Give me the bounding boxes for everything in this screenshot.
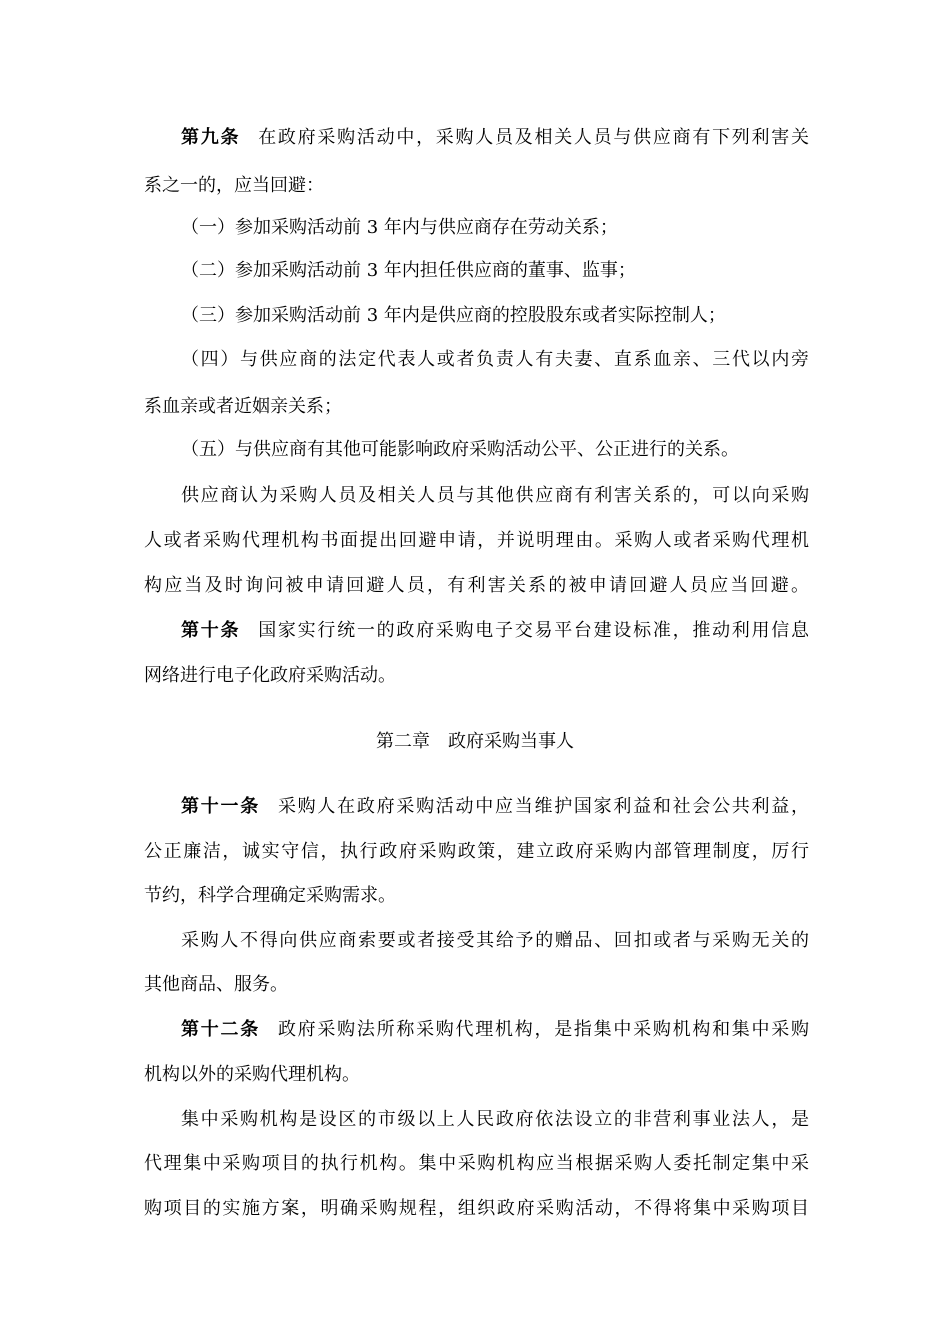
article-9-line-1: 第九条 在政府采购活动中，采购人员及相关人员与供应商有下列利害关 <box>181 127 810 148</box>
article-11-heading: 第十一条 <box>181 796 260 817</box>
article-11-para-line-1: 采购人不得向供应商索要或者接受其给予的赠品、回扣或者与采购无关的 <box>181 930 809 951</box>
article-10-line-1: 第十条 国家实行统一的政府采购电子交易平台建设标准，推动利用信息 <box>181 620 810 641</box>
article-9-line-2: 系之一的，应当回避： <box>144 175 324 196</box>
article-9-heading: 第九条 <box>181 127 241 148</box>
article-10-line-2: 网络进行电子化政府采购活动。 <box>144 665 396 686</box>
article-9-para-line-1: 供应商认为采购人员及相关人员与其他供应商有利害关系的，可以向采购 <box>181 485 809 506</box>
article-12-para-line-1: 集中采购机构是设区的市级以上人民政府依法设立的非营利事业法人，是 <box>181 1109 809 1130</box>
article-11-line-1: 第十一条 采购人在政府采购活动中应当维护国家利益和社会公共利益， <box>181 796 810 817</box>
chapter-2-title: 第二章 政府采购当事人 <box>376 731 574 752</box>
article-11-line-3: 节约，科学合理确定采购需求。 <box>144 885 396 906</box>
article-9-item-2: （二）参加采购活动前 3 年内担任供应商的董事、监事； <box>181 260 636 281</box>
article-12-para-line-2: 代理集中采购项目的执行机构。集中采购机构应当根据采购人委托制定集中采 <box>144 1153 809 1174</box>
article-12-line-2: 机构以外的采购代理机构。 <box>144 1064 360 1085</box>
article-11-para-line-2: 其他商品、服务。 <box>144 974 288 995</box>
article-12-para-line-3: 购项目的实施方案，明确采购规程，组织政府采购活动，不得将集中采购项目 <box>144 1198 809 1219</box>
article-12-line-1: 第十二条 政府采购法所称采购代理机构，是指集中采购机构和集中采购 <box>181 1019 810 1040</box>
article-9-item-1: （一）参加采购活动前 3 年内与供应商存在劳动关系； <box>181 217 618 238</box>
article-9-para-line-2: 人或者采购代理机构书面提出回避申请，并说明理由。采购人或者采购代理机 <box>144 530 809 551</box>
article-11-line-2: 公正廉洁，诚实守信，执行政府采购政策，建立政府采购内部管理制度，厉行 <box>144 841 809 862</box>
article-9-para-line-3: 构应当及时询问被申请回避人员，有利害关系的被申请回避人员应当回避。 <box>144 575 809 596</box>
article-12-heading: 第十二条 <box>181 1019 260 1040</box>
article-10-heading: 第十条 <box>181 620 241 641</box>
article-9-item-4-line-2: 系血亲或者近姻亲关系； <box>144 396 342 417</box>
article-9-item-3: （三）参加采购活动前 3 年内是供应商的控股股东或者实际控制人； <box>181 305 726 326</box>
article-9-item-5: （五）与供应商有其他可能影响政府采购活动公平、公正进行的关系。 <box>181 439 739 460</box>
article-9-item-4-line-1: （四）与供应商的法定代表人或者负责人有夫妻、直系血亲、三代以内旁 <box>181 349 809 370</box>
